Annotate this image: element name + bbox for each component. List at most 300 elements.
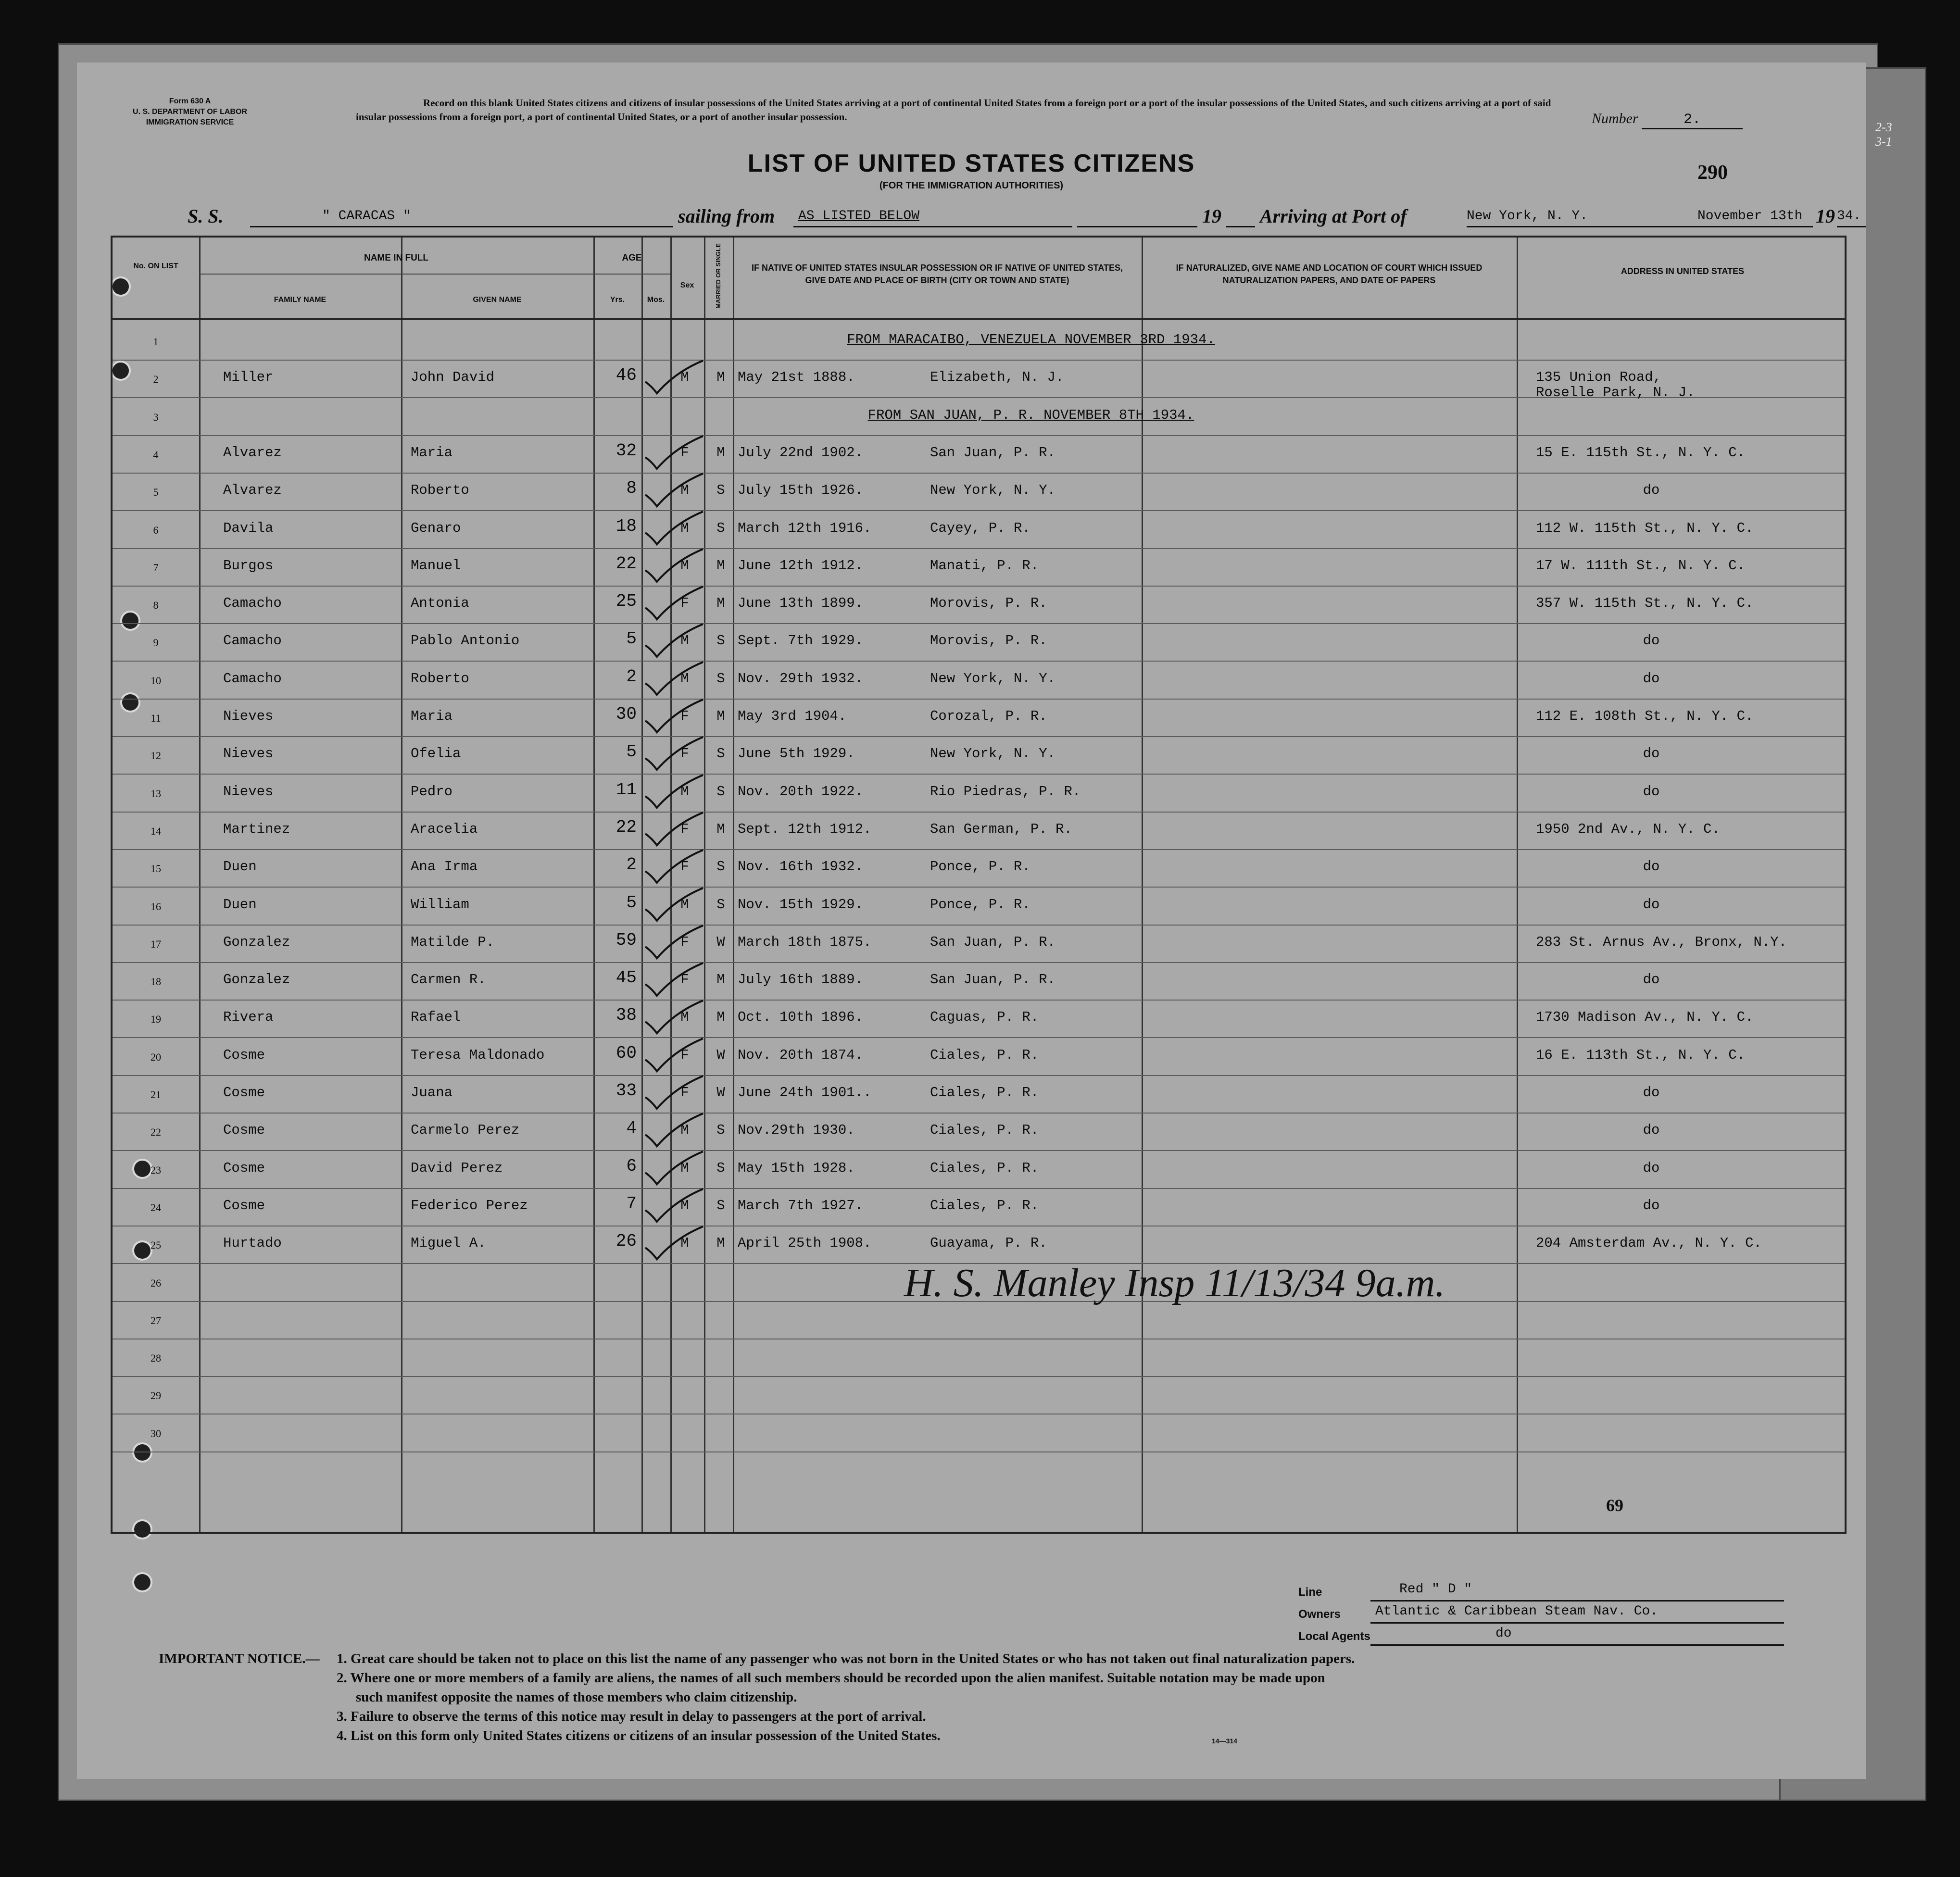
birth-place: Morovis, P. R. xyxy=(930,633,1047,649)
row-number: 10 xyxy=(151,674,161,687)
checkmark-icon xyxy=(641,1224,709,1264)
owners-value: Atlantic & Caribbean Steam Nav. Co. xyxy=(1370,1604,1784,1624)
sex: F xyxy=(680,934,689,950)
family-name: Camacho xyxy=(223,633,282,649)
table-row xyxy=(113,399,1845,436)
row-number: 11 xyxy=(151,712,161,724)
address: 283 St. Arnus Av., Bronx, N.Y. xyxy=(1536,934,1787,950)
margin-note: 2-3 3-1 xyxy=(1875,120,1892,149)
checkmark-icon xyxy=(641,471,709,511)
sex: M xyxy=(680,1122,689,1139)
table-row xyxy=(113,436,1845,474)
sex: F xyxy=(680,595,689,612)
checkmark-icon xyxy=(641,1186,709,1226)
age-years: 5 xyxy=(626,892,637,913)
agents-value: do xyxy=(1370,1626,1784,1646)
birth-place: Ciales, P. R. xyxy=(930,1160,1039,1176)
marital-status: W xyxy=(716,1085,725,1101)
row-number: 21 xyxy=(151,1089,161,1101)
birth-date: Nov. 20th 1922. xyxy=(738,783,864,800)
table-row xyxy=(113,1302,1845,1339)
age-years: 30 xyxy=(616,704,637,724)
given-name: Teresa Maldonado xyxy=(411,1047,545,1063)
age-years: 60 xyxy=(616,1043,637,1063)
row-number: 17 xyxy=(151,938,161,950)
arrival-year: 34. xyxy=(1837,207,1866,227)
birth-place: Ciales, P. R. xyxy=(930,1047,1039,1063)
family-name: Cosme xyxy=(223,1160,265,1176)
given-name: Roberto xyxy=(411,670,469,687)
given-name: Juana xyxy=(411,1085,453,1101)
age-years: 2 xyxy=(626,666,637,687)
table-row xyxy=(113,850,1845,888)
family-name: Nieves xyxy=(223,746,274,762)
age-years: 5 xyxy=(626,742,637,762)
table-row xyxy=(113,700,1845,737)
birth-place: Guayama, P. R. xyxy=(930,1235,1047,1251)
given-name: Pablo Antonio xyxy=(411,633,520,649)
row-number: 12 xyxy=(151,750,161,762)
col-sex: Sex xyxy=(680,281,694,289)
checkmark-icon xyxy=(641,1111,709,1151)
sex: M xyxy=(680,369,689,386)
family-name: Davila xyxy=(223,520,274,536)
address: 1950 2nd Av., N. Y. C. xyxy=(1536,821,1720,837)
table-row xyxy=(113,587,1845,624)
birth-place: San Juan, P. R. xyxy=(930,934,1056,950)
sex: M xyxy=(680,520,689,536)
family-name: Camacho xyxy=(223,595,282,612)
birth-date: Nov. 15th 1929. xyxy=(738,896,864,913)
arrival-date: November 13th xyxy=(1697,207,1813,227)
birth-date: March 12th 1916. xyxy=(738,520,872,536)
checkmark-icon xyxy=(641,584,709,624)
sex: M xyxy=(680,670,689,687)
family-name: Cosme xyxy=(223,1085,265,1101)
sex: M xyxy=(680,1235,689,1251)
address: 112 W. 115th St., N. Y. C. xyxy=(1536,520,1754,536)
birth-place: Elizabeth, N. J. xyxy=(930,369,1064,386)
sex: F xyxy=(680,1047,689,1063)
marital-status: M xyxy=(716,708,725,724)
address: 204 Amsterdam Av., N. Y. C. xyxy=(1536,1235,1762,1251)
marital-status: M xyxy=(716,444,725,461)
address-ditto: do xyxy=(1643,1085,1660,1101)
birth-date: July 15th 1926. xyxy=(738,482,864,499)
marital-status: M xyxy=(716,369,725,386)
checkmark-icon xyxy=(641,697,709,737)
address-ditto: do xyxy=(1643,972,1660,988)
col-age: AGE xyxy=(622,253,642,263)
age-years: 2 xyxy=(626,855,637,875)
row-number: 15 xyxy=(151,863,161,875)
age-years: 59 xyxy=(616,930,637,950)
given-name: Ana Irma xyxy=(411,859,478,875)
marital-status: S xyxy=(716,746,725,762)
col-address: ADDRESS IN UNITED STATES xyxy=(1621,266,1745,276)
given-name: John David xyxy=(411,369,495,386)
checkmark-icon xyxy=(641,1149,709,1189)
family-name: Burgos xyxy=(223,557,274,574)
sex: M xyxy=(680,783,689,800)
form-code: 14—314 xyxy=(1212,1737,1237,1745)
address: 1730 Madison Av., N. Y. C. xyxy=(1536,1009,1754,1026)
table-row xyxy=(113,1114,1845,1151)
checkmark-icon xyxy=(641,810,709,850)
given-name: Miguel A. xyxy=(411,1235,486,1251)
birth-place: Ciales, P. R. xyxy=(930,1197,1039,1214)
row-number: 29 xyxy=(151,1389,161,1402)
sex: M xyxy=(680,482,689,499)
family-name: Cosme xyxy=(223,1047,265,1063)
birth-place: Ciales, P. R. xyxy=(930,1122,1039,1139)
table-row xyxy=(113,737,1845,775)
address-ditto: do xyxy=(1643,1122,1660,1139)
birth-place: San Juan, P. R. xyxy=(930,972,1056,988)
arrival-port: New York, N. Y. xyxy=(1467,207,1697,227)
family-name: Cosme xyxy=(223,1197,265,1214)
birth-date: May 21st 1888. xyxy=(738,369,855,386)
row-number: 3 xyxy=(153,411,159,423)
sex: F xyxy=(680,746,689,762)
family-name: Gonzalez xyxy=(223,934,290,950)
sex: M xyxy=(680,1197,689,1214)
table-row xyxy=(113,1039,1845,1076)
row-number: 1 xyxy=(153,336,159,348)
row-number: 24 xyxy=(151,1201,161,1214)
address-ditto: do xyxy=(1643,896,1660,913)
checkmark-icon xyxy=(641,847,709,888)
birth-place: New York, N. Y. xyxy=(930,670,1056,687)
birth-place: Ciales, P. R. xyxy=(930,1085,1039,1101)
sex: M xyxy=(680,1009,689,1026)
age-years: 6 xyxy=(626,1156,637,1176)
age-years: 45 xyxy=(616,968,637,988)
birth-place: Ponce, P. R. xyxy=(930,859,1030,875)
address: 357 W. 115th St., N. Y. C. xyxy=(1536,595,1754,612)
birth-date: Nov. 29th 1932. xyxy=(738,670,864,687)
table-row xyxy=(113,361,1845,401)
family-name: Duen xyxy=(223,859,257,875)
address-line-2: Roselle Park, N. J. xyxy=(1536,385,1695,401)
line-value: Red " D " xyxy=(1370,1582,1784,1602)
address: 17 W. 111th St., N. Y. C. xyxy=(1536,557,1746,574)
given-name: Ofelia xyxy=(411,746,461,762)
address: 135 Union Road, xyxy=(1536,369,1662,386)
birth-date: March 7th 1927. xyxy=(738,1197,864,1214)
sailing-from: AS LISTED BELOW xyxy=(793,207,1072,227)
given-name: Federico Perez xyxy=(411,1197,528,1214)
family-name: Hurtado xyxy=(223,1235,282,1251)
age-years: 33 xyxy=(616,1081,637,1101)
birth-date: July 22nd 1902. xyxy=(738,444,864,461)
family-name: Gonzalez xyxy=(223,972,290,988)
birth-place: Ponce, P. R. xyxy=(930,896,1030,913)
table-row xyxy=(113,926,1845,963)
checkmark-icon xyxy=(641,998,709,1038)
address-ditto: do xyxy=(1643,670,1660,687)
address: 112 E. 108th St., N. Y. C. xyxy=(1536,708,1754,724)
table-row xyxy=(113,1339,1845,1377)
birth-date: April 25th 1908. xyxy=(738,1235,872,1251)
row-number: 19 xyxy=(151,1013,161,1026)
row-number: 27 xyxy=(151,1314,161,1326)
table-row xyxy=(113,474,1845,511)
birth-place: Manati, P. R. xyxy=(930,557,1039,574)
sex: M xyxy=(680,633,689,649)
row-number: 8 xyxy=(153,599,159,612)
birth-date: June 5th 1929. xyxy=(738,746,855,762)
address-ditto: do xyxy=(1643,783,1660,800)
given-name: Carmen R. xyxy=(411,972,486,988)
age-years: 25 xyxy=(616,591,637,612)
row-number: 5 xyxy=(153,486,159,499)
row-number: 25 xyxy=(151,1239,161,1251)
family-name: Nieves xyxy=(223,708,274,724)
birth-date: Nov.29th 1930. xyxy=(738,1122,855,1139)
checkmark-icon xyxy=(641,509,709,549)
marital-status: M xyxy=(716,821,725,837)
line-info: Line Red " D " Owners Atlantic & Caribbean Steam Nav. Co. Local Agents do xyxy=(1298,1582,1779,1648)
col-name-in-full: NAME IN FULL xyxy=(364,253,429,263)
given-name: William xyxy=(411,896,469,913)
row-number: 30 xyxy=(151,1427,161,1439)
sex: F xyxy=(680,1085,689,1101)
marital-status: S xyxy=(716,670,725,687)
given-name: Rafael xyxy=(411,1009,461,1026)
birth-place: Corozal, P. R. xyxy=(930,708,1047,724)
birth-date: July 16th 1889. xyxy=(738,972,864,988)
ship-name: " CARACAS " xyxy=(250,207,673,227)
family-name: Rivera xyxy=(223,1009,274,1026)
birth-date: June 12th 1912. xyxy=(738,557,864,574)
birth-date: June 13th 1899. xyxy=(738,595,864,612)
checkmark-icon xyxy=(641,433,709,474)
col-no-on-list: No. ON LIST xyxy=(133,262,178,270)
table-row xyxy=(113,775,1845,813)
marital-status: S xyxy=(716,633,725,649)
birth-date: Sept. 7th 1929. xyxy=(738,633,864,649)
sex: F xyxy=(680,444,689,461)
table-row xyxy=(113,813,1845,850)
given-name: Pedro xyxy=(411,783,453,800)
marital-status: S xyxy=(716,482,725,499)
birth-place: Cayey, P. R. xyxy=(930,520,1030,536)
address-ditto: do xyxy=(1643,1160,1660,1176)
marital-status: S xyxy=(716,520,725,536)
family-name: Alvarez xyxy=(223,482,282,499)
address-ditto: do xyxy=(1643,1197,1660,1214)
marital-status: S xyxy=(716,859,725,875)
family-name: Alvarez xyxy=(223,444,282,461)
table-row xyxy=(113,1001,1845,1038)
table-row xyxy=(113,963,1845,1001)
birth-date: Sept. 12th 1912. xyxy=(738,821,872,837)
family-name: Camacho xyxy=(223,670,282,687)
age-years: 11 xyxy=(616,779,637,800)
col-yrs: Yrs. xyxy=(610,296,625,304)
given-name: Maria xyxy=(411,708,453,724)
marital-status: W xyxy=(716,1047,725,1063)
marital-status: S xyxy=(716,896,725,913)
marital-status: S xyxy=(716,1160,725,1176)
address: 16 E. 113th St., N. Y. C. xyxy=(1536,1047,1746,1063)
table-row xyxy=(113,1189,1845,1226)
address-ditto: do xyxy=(1643,482,1660,499)
row-number: 6 xyxy=(153,524,159,536)
birth-date: Nov. 16th 1932. xyxy=(738,859,864,875)
table-row xyxy=(113,512,1845,549)
table-row xyxy=(113,624,1845,662)
row-number: 26 xyxy=(151,1276,161,1289)
birth-place: San German, P. R. xyxy=(930,821,1072,837)
row-number: 22 xyxy=(151,1126,161,1139)
sex: M xyxy=(680,896,689,913)
col-mos: Mos. xyxy=(647,296,665,304)
address-ditto: do xyxy=(1643,633,1660,649)
marital-status: M xyxy=(716,1009,725,1026)
sex: F xyxy=(680,821,689,837)
section-heading: FROM SAN JUAN, P. R. NOVEMBER 8TH 1934. xyxy=(867,407,1194,423)
checkmark-icon xyxy=(641,1036,709,1076)
col-naturalized: IF NATURALIZED, GIVE NAME AND LOCATION OF COURT WHICH ISSUED NATURALIZATION PAPERS, AND DATE OF PAPERS xyxy=(1176,263,1483,285)
row-number: 20 xyxy=(151,1051,161,1063)
age-years: 8 xyxy=(626,478,637,499)
address-ditto: do xyxy=(1643,859,1660,875)
record-instructions: Record on this blank United States citizens and citizens of insular possessions of the United States arriving at a port of continental United States from a foreign port or a port of the insular possessions of the United States, and such citizens arriving at a port of said insular possessions from a foreign port, a port of continental United States, or a port of another insular possession. xyxy=(356,97,1551,123)
birth-place: Morovis, P. R. xyxy=(930,595,1047,612)
checkmark-icon xyxy=(641,621,709,662)
given-name: Roberto xyxy=(411,482,469,499)
table-row xyxy=(113,1151,1845,1189)
table-row xyxy=(113,1415,1845,1452)
binding-hole xyxy=(132,1572,152,1592)
table-row xyxy=(113,662,1845,700)
birth-date: Nov. 20th 1874. xyxy=(738,1047,864,1063)
row-number: 13 xyxy=(151,787,161,800)
checkmark-icon xyxy=(641,734,709,775)
row-number: 16 xyxy=(151,900,161,913)
col-family-name: FAMILY NAME xyxy=(274,296,327,304)
table-row xyxy=(113,1076,1845,1114)
family-name: Martinez xyxy=(223,821,290,837)
ship-line: S. S. " CARACAS " sailing from AS LISTED BELOW 19 Arriving at Port of New York, N. Y. November 13th 19 34. xyxy=(188,202,1765,236)
marital-status: S xyxy=(716,1122,725,1139)
age-years: 38 xyxy=(616,1005,637,1026)
given-name: Matilde P. xyxy=(411,934,495,950)
sex: M xyxy=(680,557,689,574)
given-name: David Perez xyxy=(411,1160,503,1176)
checkmark-icon xyxy=(641,358,709,398)
row-number: 4 xyxy=(153,448,159,461)
sex: F xyxy=(680,708,689,724)
checkmark-icon xyxy=(641,885,709,926)
table-row xyxy=(113,1377,1845,1414)
row-number: 14 xyxy=(151,825,161,837)
marital-status: W xyxy=(716,934,725,950)
given-name: Genaro xyxy=(411,520,461,536)
address: 15 E. 115th St., N. Y. C. xyxy=(1536,444,1746,461)
table-row xyxy=(113,888,1845,926)
inspector-signature: H. S. Manley Insp 11/13/34 9a.m. xyxy=(904,1261,1445,1305)
given-name: Aracelia xyxy=(411,821,478,837)
family-name: Nieves xyxy=(223,783,274,800)
marital-status: S xyxy=(716,1197,725,1214)
row-number: 28 xyxy=(151,1352,161,1364)
row-number: 2 xyxy=(153,373,159,386)
birth-place: Caguas, P. R. xyxy=(930,1009,1039,1026)
age-years: 7 xyxy=(626,1193,637,1214)
marital-status: S xyxy=(716,783,725,800)
birth-date: May 15th 1928. xyxy=(738,1160,855,1176)
marital-status: M xyxy=(716,595,725,612)
age-years: 22 xyxy=(616,553,637,574)
family-name: Cosme xyxy=(223,1122,265,1139)
row-number: 23 xyxy=(151,1164,161,1176)
age-years: 22 xyxy=(616,817,637,837)
birth-date: Oct. 10th 1896. xyxy=(738,1009,864,1026)
form-id: Form 630 A U. S. DEPARTMENT OF LABOR IMMIGRATION SERVICE xyxy=(133,97,247,126)
checkmark-icon xyxy=(641,960,709,1001)
birth-place: New York, N. Y. xyxy=(930,482,1056,499)
given-name: Antonia xyxy=(411,595,469,612)
age-years: 4 xyxy=(626,1118,637,1139)
marital-status: M xyxy=(716,1235,725,1251)
page-title: LIST OF UNITED STATES CITIZENS xyxy=(747,150,1195,177)
birth-date: May 3rd 1904. xyxy=(738,708,847,724)
checkmark-icon xyxy=(641,659,709,700)
family-name: Miller xyxy=(223,369,274,386)
birth-date: June 24th 1901.. xyxy=(738,1085,872,1101)
number-field: Number 2. xyxy=(1592,111,1743,129)
birth-place: Rio Piedras, P. R. xyxy=(930,783,1081,800)
table-row xyxy=(113,549,1845,587)
sex: M xyxy=(680,1160,689,1176)
table-row xyxy=(113,1226,1845,1264)
col-native-birth: IF NATIVE OF UNITED STATES INSULAR POSSESSION OR IF NATIVE OF UNITED STATES, GIVE DATE AND PLACE OF BIRTH (CITY OR TOWN AND STATE) xyxy=(751,263,1123,285)
checkmark-icon xyxy=(641,1073,709,1114)
page-subtitle: (FOR THE IMMIGRATION AUTHORITIES) xyxy=(879,180,1064,191)
section-heading: FROM MARACAIBO, VENEZUELA NOVEMBER 3RD 1934. xyxy=(847,332,1215,348)
given-name: Maria xyxy=(411,444,453,461)
row-number: 7 xyxy=(153,561,159,574)
marital-status: M xyxy=(716,557,725,574)
marital-status: M xyxy=(716,972,725,988)
checkmark-icon xyxy=(641,923,709,963)
birth-place: San Juan, P. R. xyxy=(930,444,1056,461)
sex: F xyxy=(680,972,689,988)
birth-date: March 18th 1875. xyxy=(738,934,872,950)
page-mark: 69 xyxy=(1606,1496,1623,1515)
checkmark-icon xyxy=(641,772,709,813)
row-number: 18 xyxy=(151,976,161,988)
age-years: 5 xyxy=(626,629,637,649)
birth-place: New York, N. Y. xyxy=(930,746,1056,762)
address-ditto: do xyxy=(1643,746,1660,762)
col-given-name: GIVEN NAME xyxy=(473,296,522,304)
age-years: 18 xyxy=(616,516,637,536)
age-years: 46 xyxy=(616,365,637,386)
given-name: Carmelo Perez xyxy=(411,1122,520,1139)
age-years: 26 xyxy=(616,1231,637,1251)
checkmark-icon xyxy=(641,546,709,587)
page-number: 290 xyxy=(1697,162,1728,184)
number-value: 2. xyxy=(1642,112,1743,129)
row-number: 9 xyxy=(153,637,159,649)
passenger-table xyxy=(111,236,1847,1534)
table-row xyxy=(113,323,1845,361)
sex: F xyxy=(680,859,689,875)
